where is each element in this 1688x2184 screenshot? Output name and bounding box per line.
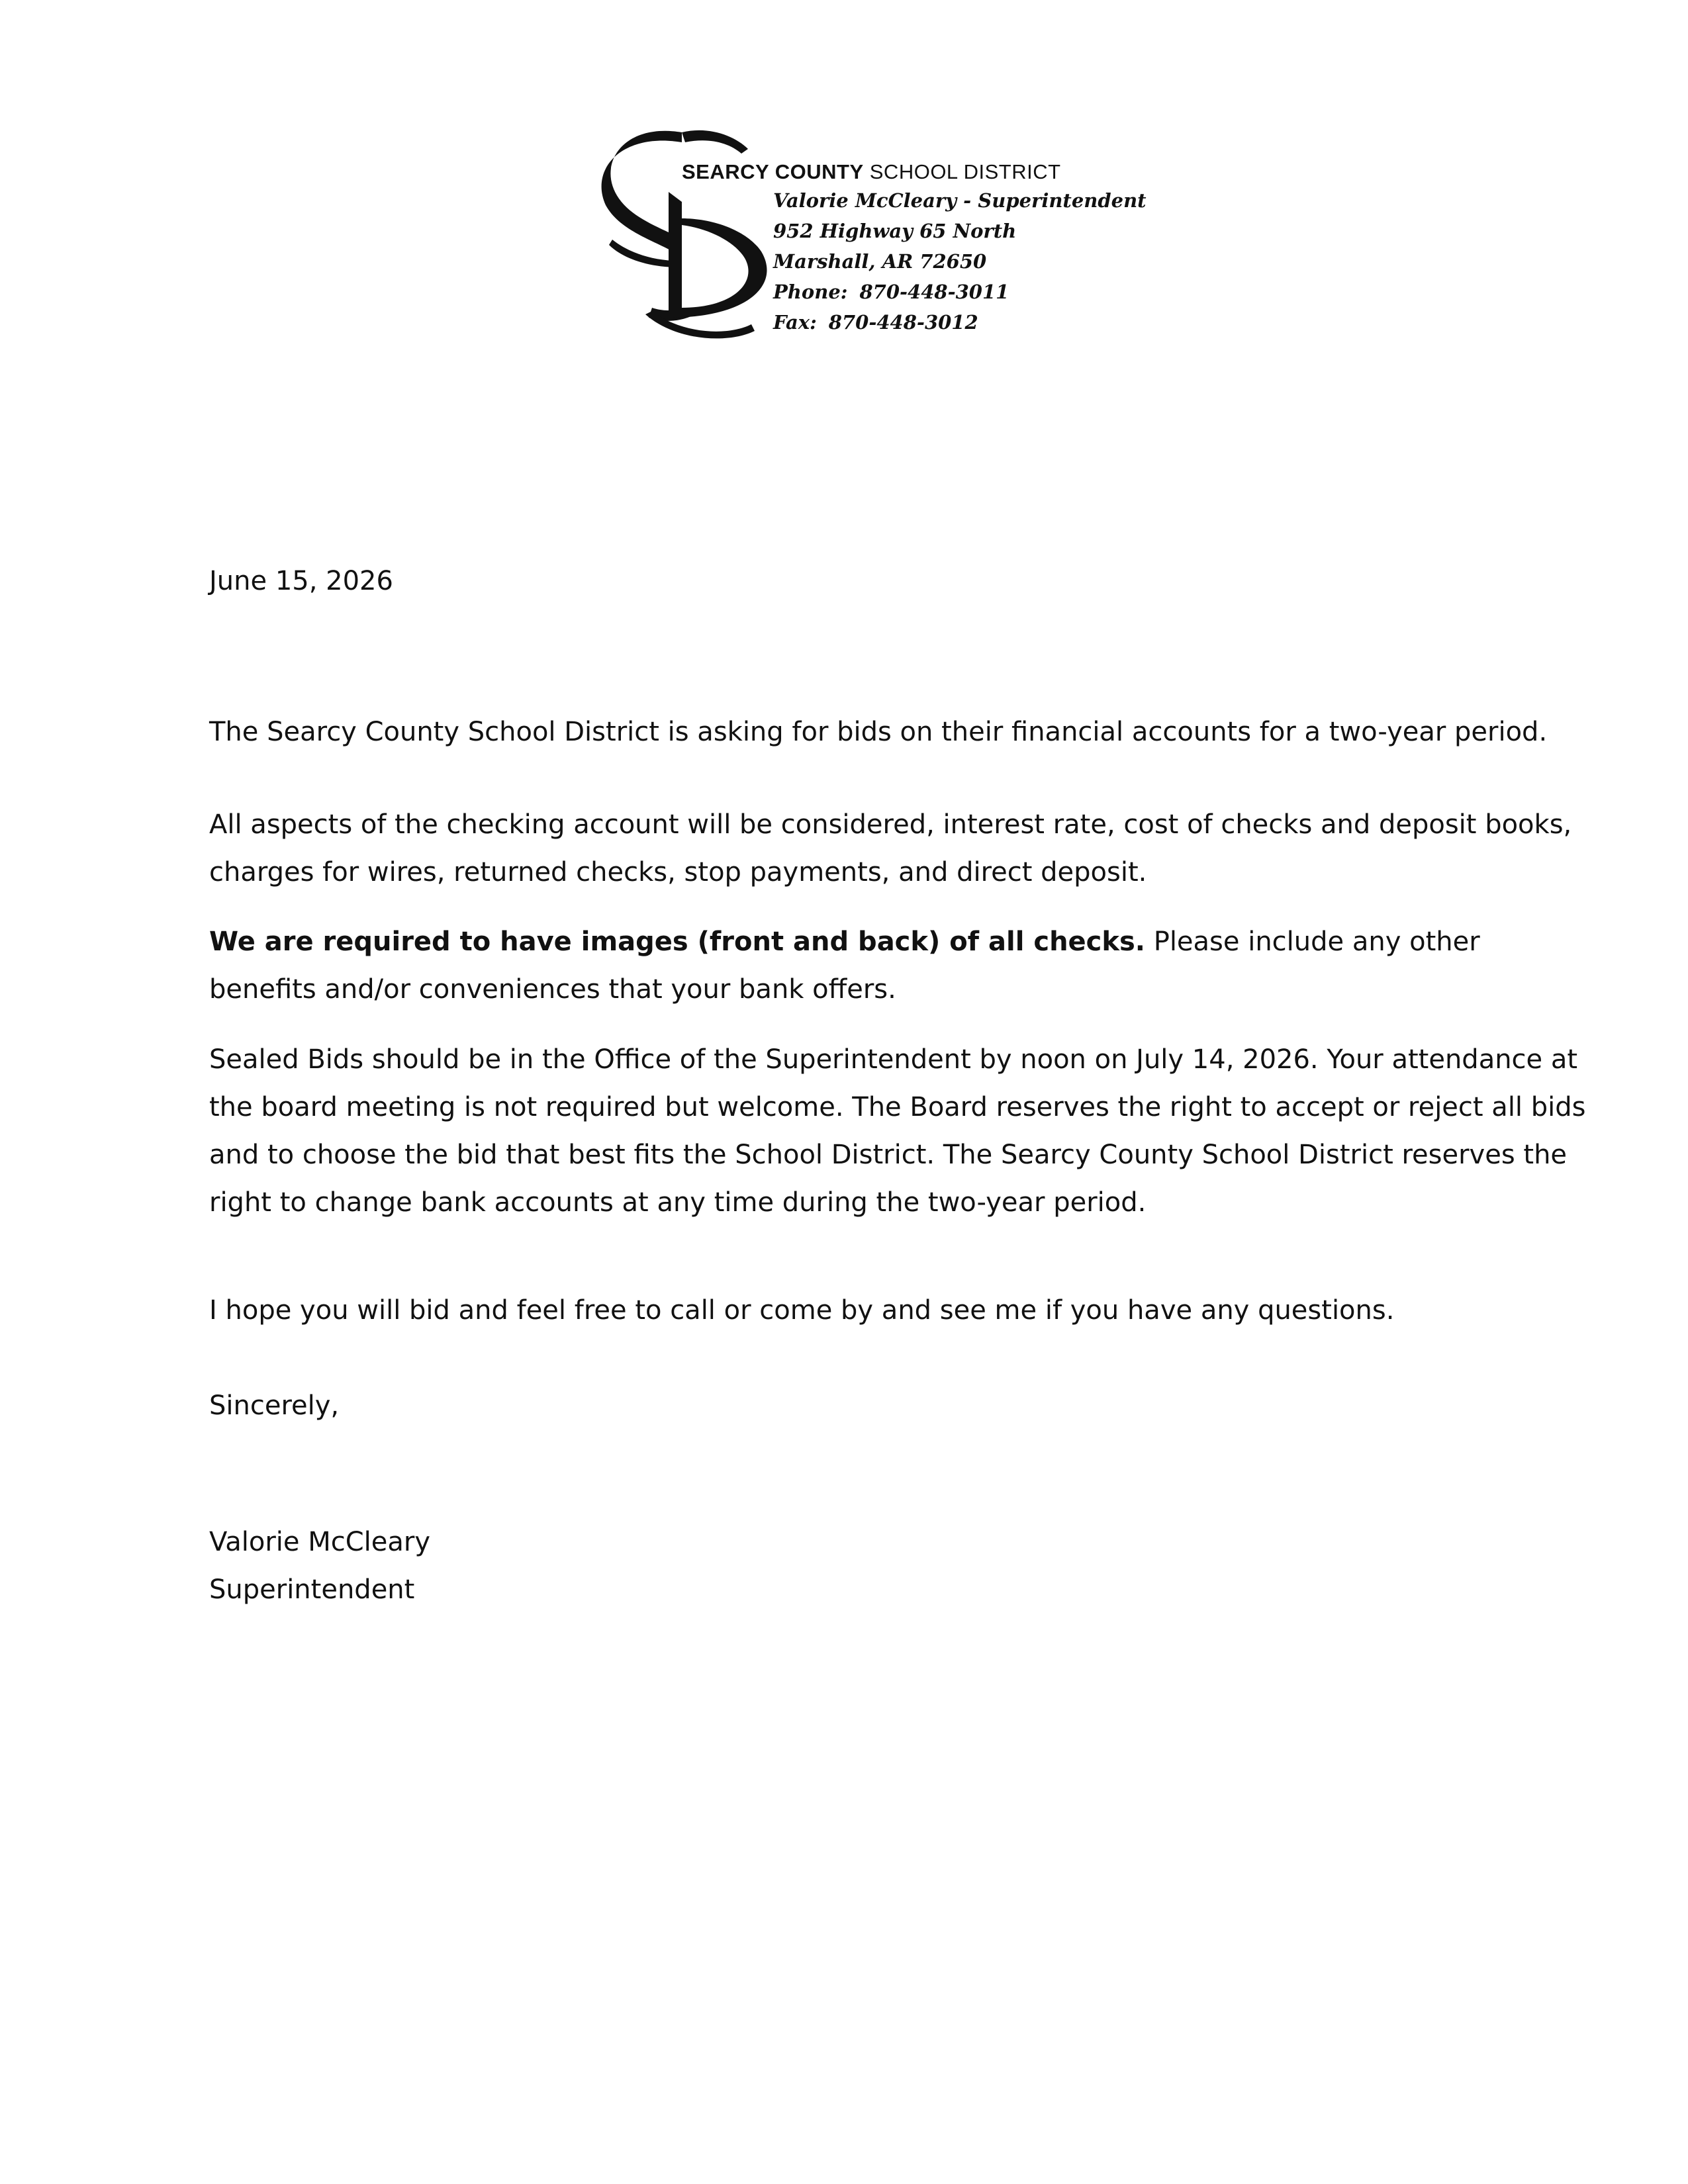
phone-line	[682, 277, 1192, 307]
closing: Sincerely,	[209, 1390, 340, 1421]
fax-line	[682, 307, 1192, 338]
superintendent-line: Valorie McCleary - Superintendent	[773, 189, 1147, 212]
paragraph-questions: I hope you will bid and feel free to call or come by and see me if you have any questions.	[209, 1295, 1395, 1326]
fax-label: Fax:	[773, 311, 817, 334]
district-name-bold: SEARCY COUNTY	[682, 160, 864, 183]
city-line: Marshall, AR 72650	[773, 250, 987, 273]
paragraph-checking: All aspects of the checking account will be considered, interest rate, cost of checks and deposit books, charges for wires, returned checks, stop payments, and direct deposit.	[209, 809, 1572, 887]
address-line: 952 Highway 65 North	[773, 220, 1017, 242]
benefits-request: Please include any other benefits and/or conveniences that your bank offers.	[209, 927, 1480, 1005]
phone-label: Phone:	[773, 281, 848, 303]
letterhead	[583, 119, 1192, 357]
paragraph-intro: The Searcy County School District is asking for bids on their financial accounts for a two-year period.	[209, 717, 1548, 747]
signer-name: Valorie McCleary	[209, 1527, 431, 1557]
signer-title: Superintendent	[209, 1574, 415, 1605]
district-name-rest: SCHOOL DISTRICT	[863, 160, 1061, 183]
fax-number: 870-448-3012	[828, 311, 978, 334]
images-requirement: We are required to have images (front and back) of all checks.	[209, 927, 1145, 957]
phone-number: 870-448-3011	[859, 281, 1009, 303]
letterhead-text	[682, 159, 1192, 338]
paragraph-images	[209, 918, 1586, 1013]
letter-date: June 15, 2026	[209, 566, 393, 596]
paragraph-sealed-bids: Sealed Bids should be in the Office of the Superintendent by noon on July 14, 2026. Your attendance at the board meeting is not required but welcome. The Board reserves the right to accept or reject all bids and to choose the bid that best fits the School District. The Searcy County School District reserves the right to change bank accounts at any time during the two-year period.	[209, 1044, 1586, 1218]
district-name	[682, 159, 1192, 185]
